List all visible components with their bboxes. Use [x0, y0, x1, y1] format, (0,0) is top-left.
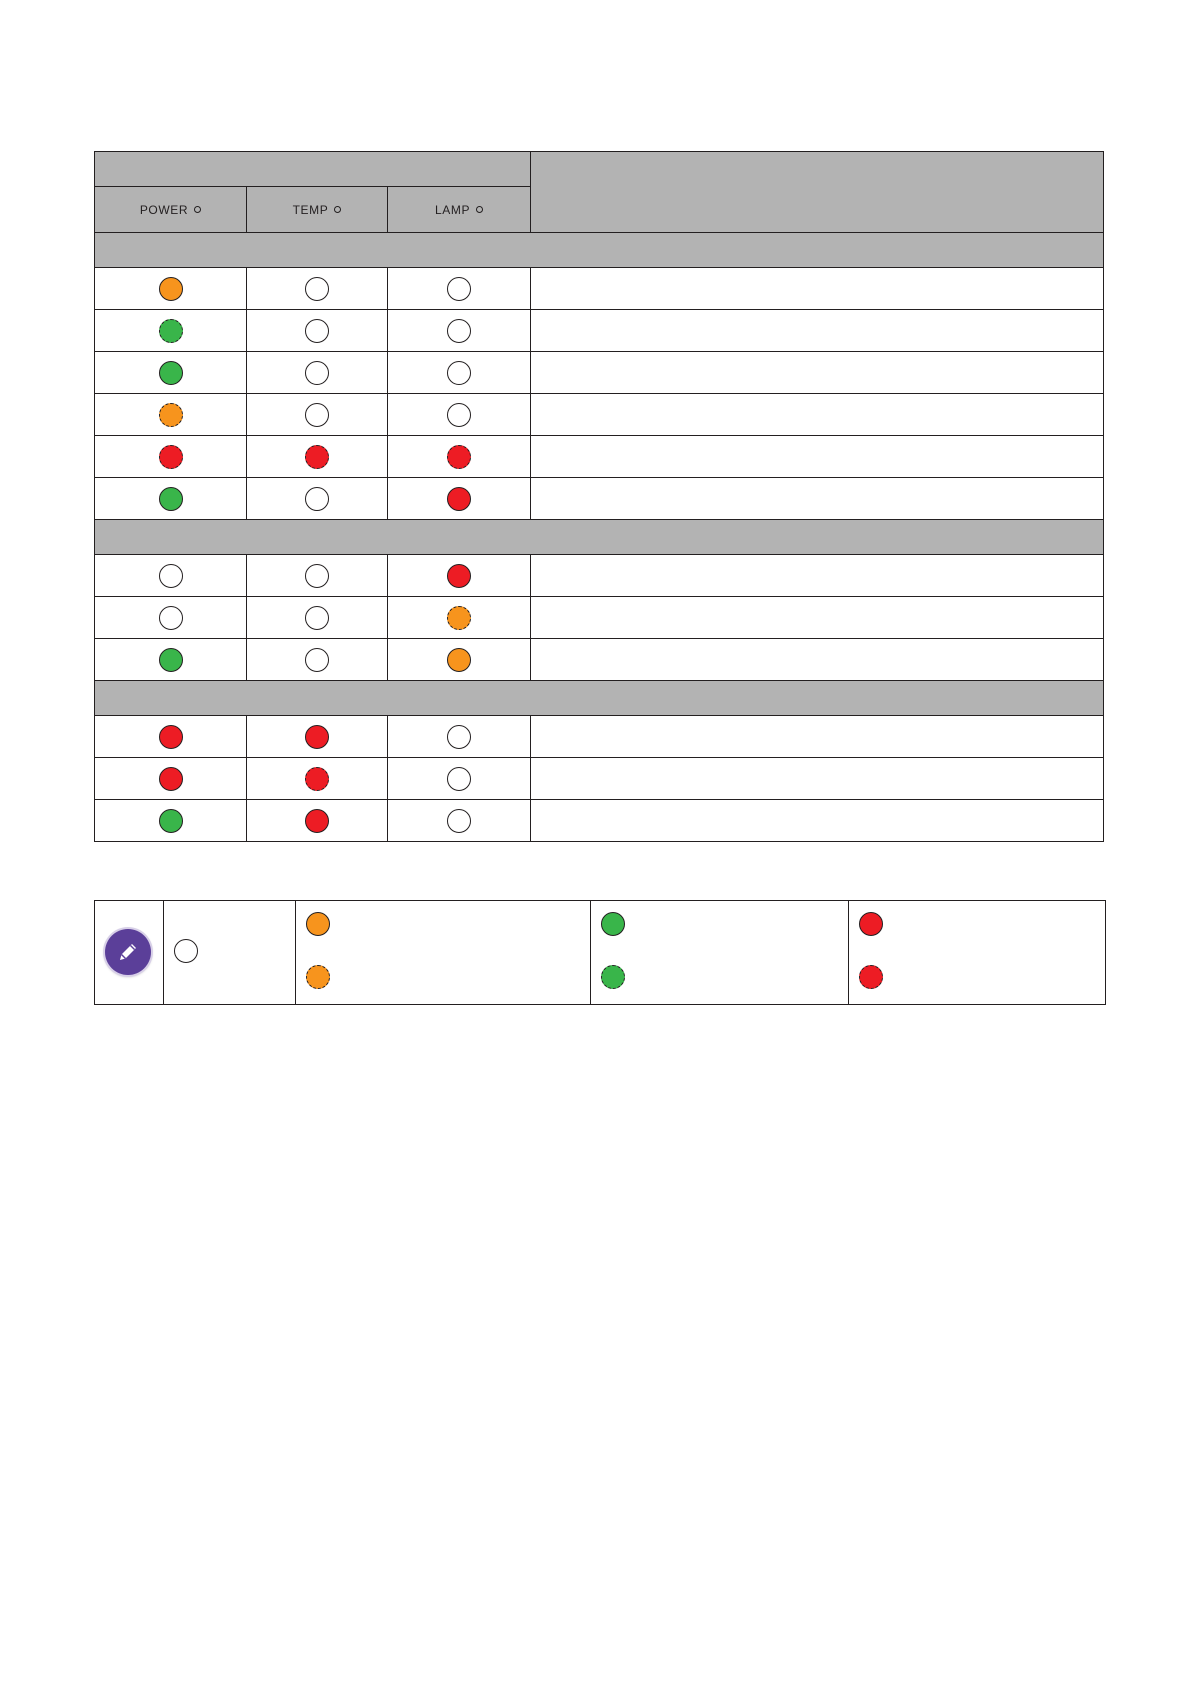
led-status-table [94, 151, 1104, 842]
power-cell [95, 758, 247, 800]
lamp-cell [388, 597, 531, 639]
column-header-power [95, 187, 247, 233]
temp-cell [247, 597, 388, 639]
power-cell [95, 555, 247, 597]
led-red-icon [159, 767, 183, 791]
table-row [95, 555, 1104, 597]
led-green-icon [159, 487, 183, 511]
lamp-cell [388, 352, 531, 394]
led-off-icon [174, 939, 198, 963]
led-green-flashing-icon [159, 319, 183, 343]
lamp-cell [388, 394, 531, 436]
led-off-icon [447, 403, 471, 427]
indicator-dot-icon [476, 206, 483, 213]
temp-label: TEMP [292, 202, 329, 217]
led-red-icon [447, 564, 471, 588]
status-cell [531, 478, 1104, 520]
column-header-lamp [388, 187, 531, 233]
status-cell [531, 555, 1104, 597]
lamp-cell [388, 800, 531, 842]
table-row [95, 758, 1104, 800]
led-orange-flashing-icon [447, 606, 471, 630]
power-cell [95, 394, 247, 436]
temp-cell [247, 394, 388, 436]
section-header-row [95, 233, 1104, 268]
table-body [95, 233, 1104, 842]
led-green-icon [159, 809, 183, 833]
temp-cell [247, 639, 388, 681]
section-header-cell [95, 681, 1104, 716]
status-cell [531, 758, 1104, 800]
temp-cell [247, 268, 388, 310]
status-cell [531, 716, 1104, 758]
led-off-icon [447, 319, 471, 343]
note-legend [94, 900, 1106, 1005]
led-off-icon [447, 725, 471, 749]
table-row [95, 268, 1104, 310]
led-off-icon [447, 809, 471, 833]
led-off-icon [159, 606, 183, 630]
power-cell [95, 310, 247, 352]
status-cell [531, 352, 1104, 394]
power-cell [95, 268, 247, 310]
indicator-dot-icon [194, 206, 201, 213]
legend-off-cell [164, 901, 296, 1005]
lamp-cell [388, 310, 531, 352]
table-row [95, 716, 1104, 758]
led-off-icon [447, 277, 471, 301]
led-red-flashing-icon [159, 445, 183, 469]
status-cell [531, 800, 1104, 842]
led-off-icon [159, 564, 183, 588]
led-off-icon [447, 361, 471, 385]
led-red-flashing-icon [859, 965, 883, 989]
led-red-icon [859, 912, 883, 936]
temp-cell [247, 716, 388, 758]
status-cell [531, 394, 1104, 436]
lamp-cell [388, 436, 531, 478]
power-cell [95, 800, 247, 842]
led-orange-icon [159, 277, 183, 301]
led-red-flashing-icon [447, 445, 471, 469]
led-green-icon [601, 912, 625, 936]
table-row [95, 597, 1104, 639]
indicator-dot-icon [334, 206, 341, 213]
power-cell [95, 597, 247, 639]
note-icon-cell [95, 901, 164, 1005]
temp-cell [247, 555, 388, 597]
power-label: POWER [139, 202, 189, 217]
led-off-icon [447, 767, 471, 791]
table-row [95, 310, 1104, 352]
section-header-cell [95, 233, 1104, 268]
led-green-flashing-icon [601, 965, 625, 989]
table-row [95, 436, 1104, 478]
legend-green-cell [591, 901, 849, 1005]
status-cell [531, 310, 1104, 352]
temp-cell [247, 758, 388, 800]
lamp-cell [388, 268, 531, 310]
table-row [95, 800, 1104, 842]
table-row [95, 639, 1104, 681]
column-header-temp [247, 187, 388, 233]
table-row [95, 478, 1104, 520]
status-cell [531, 639, 1104, 681]
led-orange-flashing-icon [306, 965, 330, 989]
power-cell [95, 716, 247, 758]
led-red-icon [305, 725, 329, 749]
temp-cell [247, 352, 388, 394]
temp-cell [247, 436, 388, 478]
table-row [95, 394, 1104, 436]
led-off-icon [305, 277, 329, 301]
pencil-note-icon [105, 929, 151, 975]
legend-red-cell [849, 901, 1106, 1005]
power-cell [95, 478, 247, 520]
led-off-icon [305, 319, 329, 343]
status-cell [531, 436, 1104, 478]
led-red-icon [159, 725, 183, 749]
power-cell [95, 352, 247, 394]
status-cell [531, 597, 1104, 639]
led-orange-flashing-icon [159, 403, 183, 427]
indicator-header-cell [95, 152, 531, 187]
led-red-icon [305, 809, 329, 833]
lamp-cell [388, 478, 531, 520]
led-green-icon [159, 648, 183, 672]
temp-cell [247, 478, 388, 520]
status-cell [531, 268, 1104, 310]
led-off-icon [305, 606, 329, 630]
section-header-cell [95, 520, 1104, 555]
lamp-cell [388, 555, 531, 597]
legend-orange-cell [296, 901, 591, 1005]
led-off-icon [305, 403, 329, 427]
led-orange-icon [447, 648, 471, 672]
power-cell [95, 639, 247, 681]
led-red-flashing-icon [305, 767, 329, 791]
table-row [95, 352, 1104, 394]
led-green-icon [159, 361, 183, 385]
led-red-icon [447, 487, 471, 511]
section-header-row [95, 520, 1104, 555]
led-orange-icon [306, 912, 330, 936]
led-off-icon [305, 361, 329, 385]
status-header-cell [531, 152, 1104, 233]
lamp-label: LAMP [434, 202, 471, 217]
led-off-icon [305, 487, 329, 511]
temp-cell [247, 800, 388, 842]
led-red-flashing-icon [305, 445, 329, 469]
lamp-cell [388, 716, 531, 758]
section-header-row [95, 681, 1104, 716]
lamp-cell [388, 639, 531, 681]
power-cell [95, 436, 247, 478]
lamp-cell [388, 758, 531, 800]
led-off-icon [305, 648, 329, 672]
led-off-icon [305, 564, 329, 588]
temp-cell [247, 310, 388, 352]
